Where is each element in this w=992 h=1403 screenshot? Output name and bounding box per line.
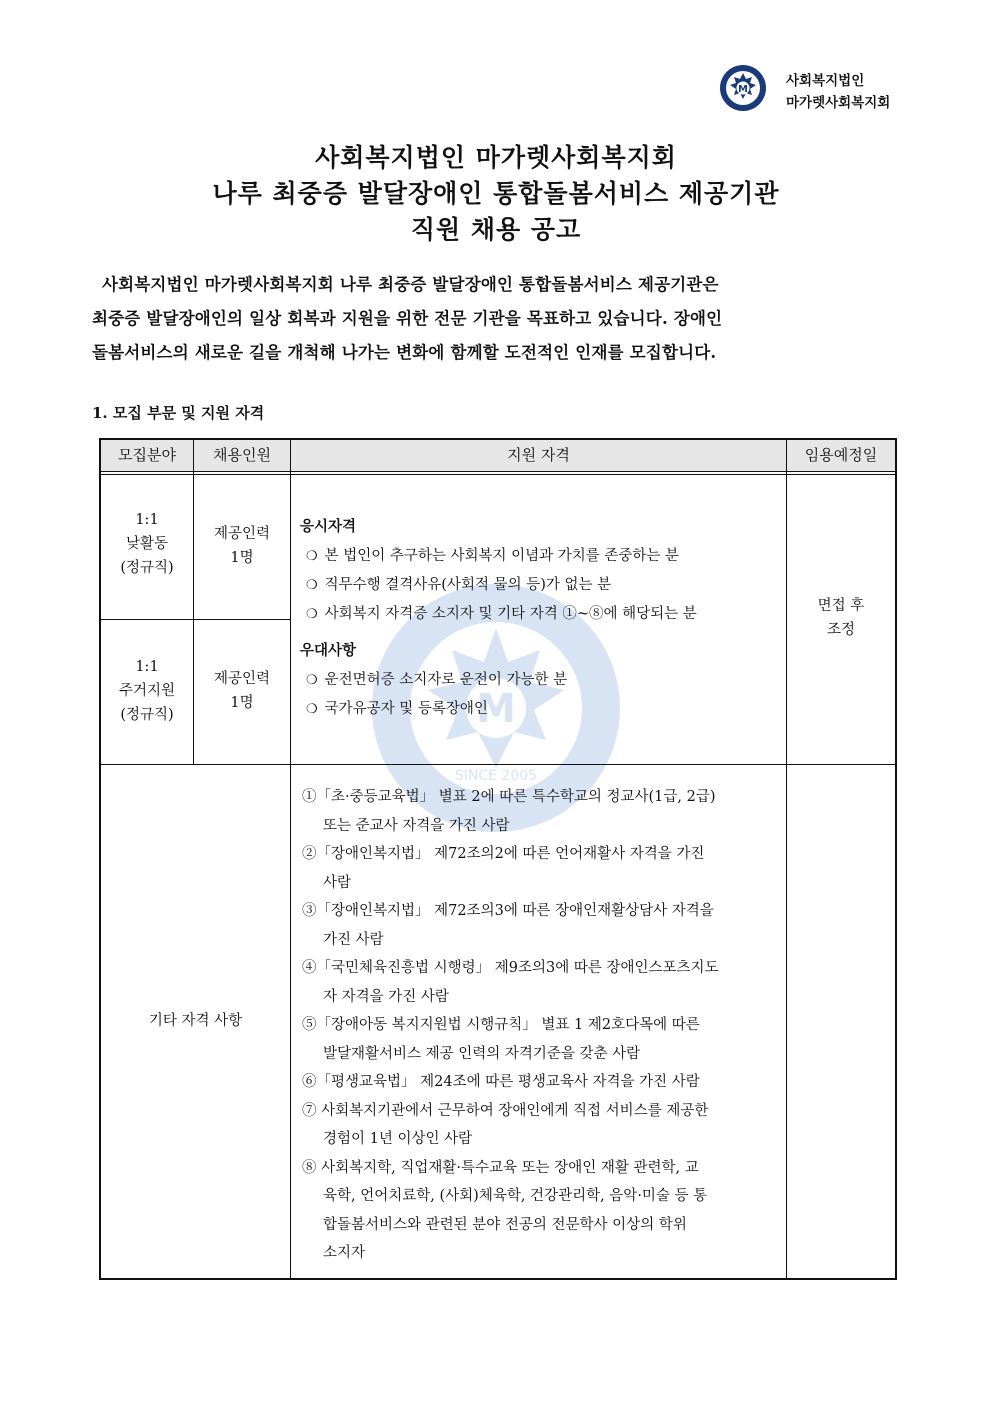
other-item-4 bbox=[302, 954, 778, 1011]
bullet-circle-icon: ❍ bbox=[306, 578, 318, 593]
date-line: 조정 bbox=[826, 622, 855, 638]
row1-field-line: (정규직) bbox=[120, 560, 174, 576]
other-item-line: 자 자격을 가진 사람 bbox=[323, 988, 449, 1005]
title-line1: 사회복지법인 마가렛사회복지회 bbox=[315, 143, 677, 172]
other-item-line: ①「초·중등교육법」 별표 2에 따른 특수학교의 정교사(1급, 2급) bbox=[302, 789, 716, 805]
organization-name bbox=[786, 70, 890, 114]
other-item-line: ⑥「평생교육법」 제24조에 따른 평생교육사 자격을 가진 사람 bbox=[302, 1074, 700, 1090]
row1-field bbox=[101, 508, 193, 580]
title-line2: 나루 최중증 발달장애인 통합돌봄서비스 제공기관 bbox=[212, 179, 780, 208]
other-item-line: 경험이 1년 이상인 사람 bbox=[323, 1131, 473, 1147]
pref-label: 우대사항 bbox=[300, 643, 357, 659]
org-name-line1: 사회복지법인 bbox=[786, 73, 865, 89]
bullet-circle-icon: ❍ bbox=[306, 549, 318, 564]
organization-logo bbox=[719, 64, 767, 112]
row1-count-line: 제공인력 bbox=[213, 526, 271, 542]
intro-line1: 사회복지법인 마가렛사회복지회 나루 최중증 발달장애인 통합돌봄서비스 제공기관은 bbox=[102, 275, 719, 294]
watermark-since: SINCE 2005 bbox=[454, 768, 538, 784]
row1-field-line: 1:1 bbox=[135, 512, 159, 528]
other-item-line: 또는 준교사 자격을 가진 사람 bbox=[323, 817, 510, 834]
apply-item-text: 직무수행 결격사유(사회적 물의 등)가 없는 분 bbox=[324, 577, 612, 593]
other-item-line: ⑦ 사회복지기관에서 근무하여 장애인에게 직접 서비스를 제공한 bbox=[302, 1102, 709, 1119]
other-item-3 bbox=[302, 897, 778, 954]
watermark-letter: M bbox=[476, 686, 516, 732]
org-name-line2: 마가렛사회복지회 bbox=[786, 95, 891, 111]
apply-item-text: 사회복지 자격증 소지자 및 기타 자격 ①~⑧에 해당되는 분 bbox=[324, 606, 697, 622]
row1-count bbox=[194, 522, 290, 570]
other-item-1 bbox=[302, 783, 778, 840]
other-label: 기타 자격 사항 bbox=[148, 1013, 243, 1029]
header-count: 채용인원 bbox=[213, 446, 271, 464]
bullet-circle-icon: ❍ bbox=[306, 702, 318, 717]
other-item-6 bbox=[302, 1068, 778, 1097]
header-date: 임용예정일 bbox=[804, 446, 878, 464]
other-item-2 bbox=[302, 840, 778, 897]
other-item-5 bbox=[302, 1011, 778, 1068]
header-field: 모집분야 bbox=[118, 446, 176, 464]
logo-letter: M bbox=[738, 84, 748, 95]
other-item-line: ④「국민체육진흥법 시행령」 제9조의3에 따른 장애인스포츠지도 bbox=[302, 960, 719, 976]
section-title: 1. 모집 부문 및 지원 자격 bbox=[92, 404, 265, 422]
qualification-block bbox=[300, 513, 697, 724]
other-item-line: ②「장애인복지법」 제72조의2에 따른 언어재활사 자격을 가진 bbox=[302, 846, 705, 862]
row2-field bbox=[101, 655, 193, 727]
intro-line3: 돌봄서비스의 새로운 길을 개척해 나가는 변화에 함께할 도전적인 인재를 모집합니다. bbox=[92, 343, 717, 362]
row2-field-line: (정규직) bbox=[120, 707, 174, 723]
header-qualification: 지원 자격 bbox=[507, 446, 570, 464]
other-item-line: 소지자 bbox=[323, 1245, 366, 1261]
row1-count-line: 1명 bbox=[230, 550, 254, 566]
apply-item-text: 본 법인이 추구하는 사회복지 이념과 가치를 존중하는 분 bbox=[324, 548, 680, 564]
bullet-circle-icon: ❍ bbox=[306, 673, 318, 688]
row2-count-line: 제공인력 bbox=[213, 671, 271, 687]
row2-field-line: 1:1 bbox=[135, 659, 159, 675]
intro-line2: 최중증 발달장애인의 일상 회복과 지원을 위한 전문 기관을 목표하고 있습니다. 장애인 bbox=[92, 309, 723, 328]
pref-item-text: 국가유공자 및 등록장애인 bbox=[324, 701, 488, 717]
other-item-line: ⑤「장애아동 복지지원법 시행규칙」 별표 1 제2호다목에 따른 bbox=[302, 1017, 700, 1033]
date-cell bbox=[787, 594, 895, 642]
other-item-line: 발달재활서비스 제공 인력의 자격기준을 갖춘 사람 bbox=[323, 1045, 641, 1062]
other-item-line: ③「장애인복지법」 제72조의3에 따른 장애인재활상담사 자격을 bbox=[302, 903, 714, 919]
other-item-line: 육학, 언어치료학, (사회)체육학, 건강관리학, 음악·미술 등 통 bbox=[323, 1188, 708, 1204]
other-item-8 bbox=[302, 1154, 778, 1268]
row2-field-line: 주거지원 bbox=[118, 683, 176, 699]
document-title bbox=[0, 140, 992, 248]
other-item-line: 사람 bbox=[323, 874, 352, 891]
other-qualifications-list bbox=[302, 783, 778, 1268]
other-item-line: ⑧ 사회복지학, 직업재활·특수교육 또는 장애인 재활 관련학, 교 bbox=[302, 1159, 699, 1176]
date-line: 면접 후 bbox=[817, 598, 865, 614]
row2-count-line: 1명 bbox=[230, 695, 254, 711]
other-item-line: 합돌봄서비스와 관련된 분야 전공의 전문학사 이상의 학위 bbox=[323, 1216, 687, 1233]
pref-item-text: 운전면허증 소지자로 운전이 가능한 분 bbox=[324, 672, 568, 688]
row2-count bbox=[194, 667, 290, 715]
other-item-7 bbox=[302, 1097, 778, 1154]
apply-item bbox=[300, 571, 697, 600]
pref-item bbox=[300, 666, 697, 695]
row1-field-line: 낮활동 bbox=[125, 536, 169, 552]
apply-label: 응시자격 bbox=[300, 519, 357, 535]
apply-item bbox=[300, 542, 697, 571]
title-line3: 직원 채용 공고 bbox=[410, 215, 582, 244]
intro-paragraph bbox=[92, 268, 898, 370]
pref-item bbox=[300, 695, 697, 724]
apply-item bbox=[300, 600, 697, 629]
bullet-circle-icon: ❍ bbox=[306, 607, 318, 622]
other-item-line: 가진 사람 bbox=[323, 931, 384, 948]
